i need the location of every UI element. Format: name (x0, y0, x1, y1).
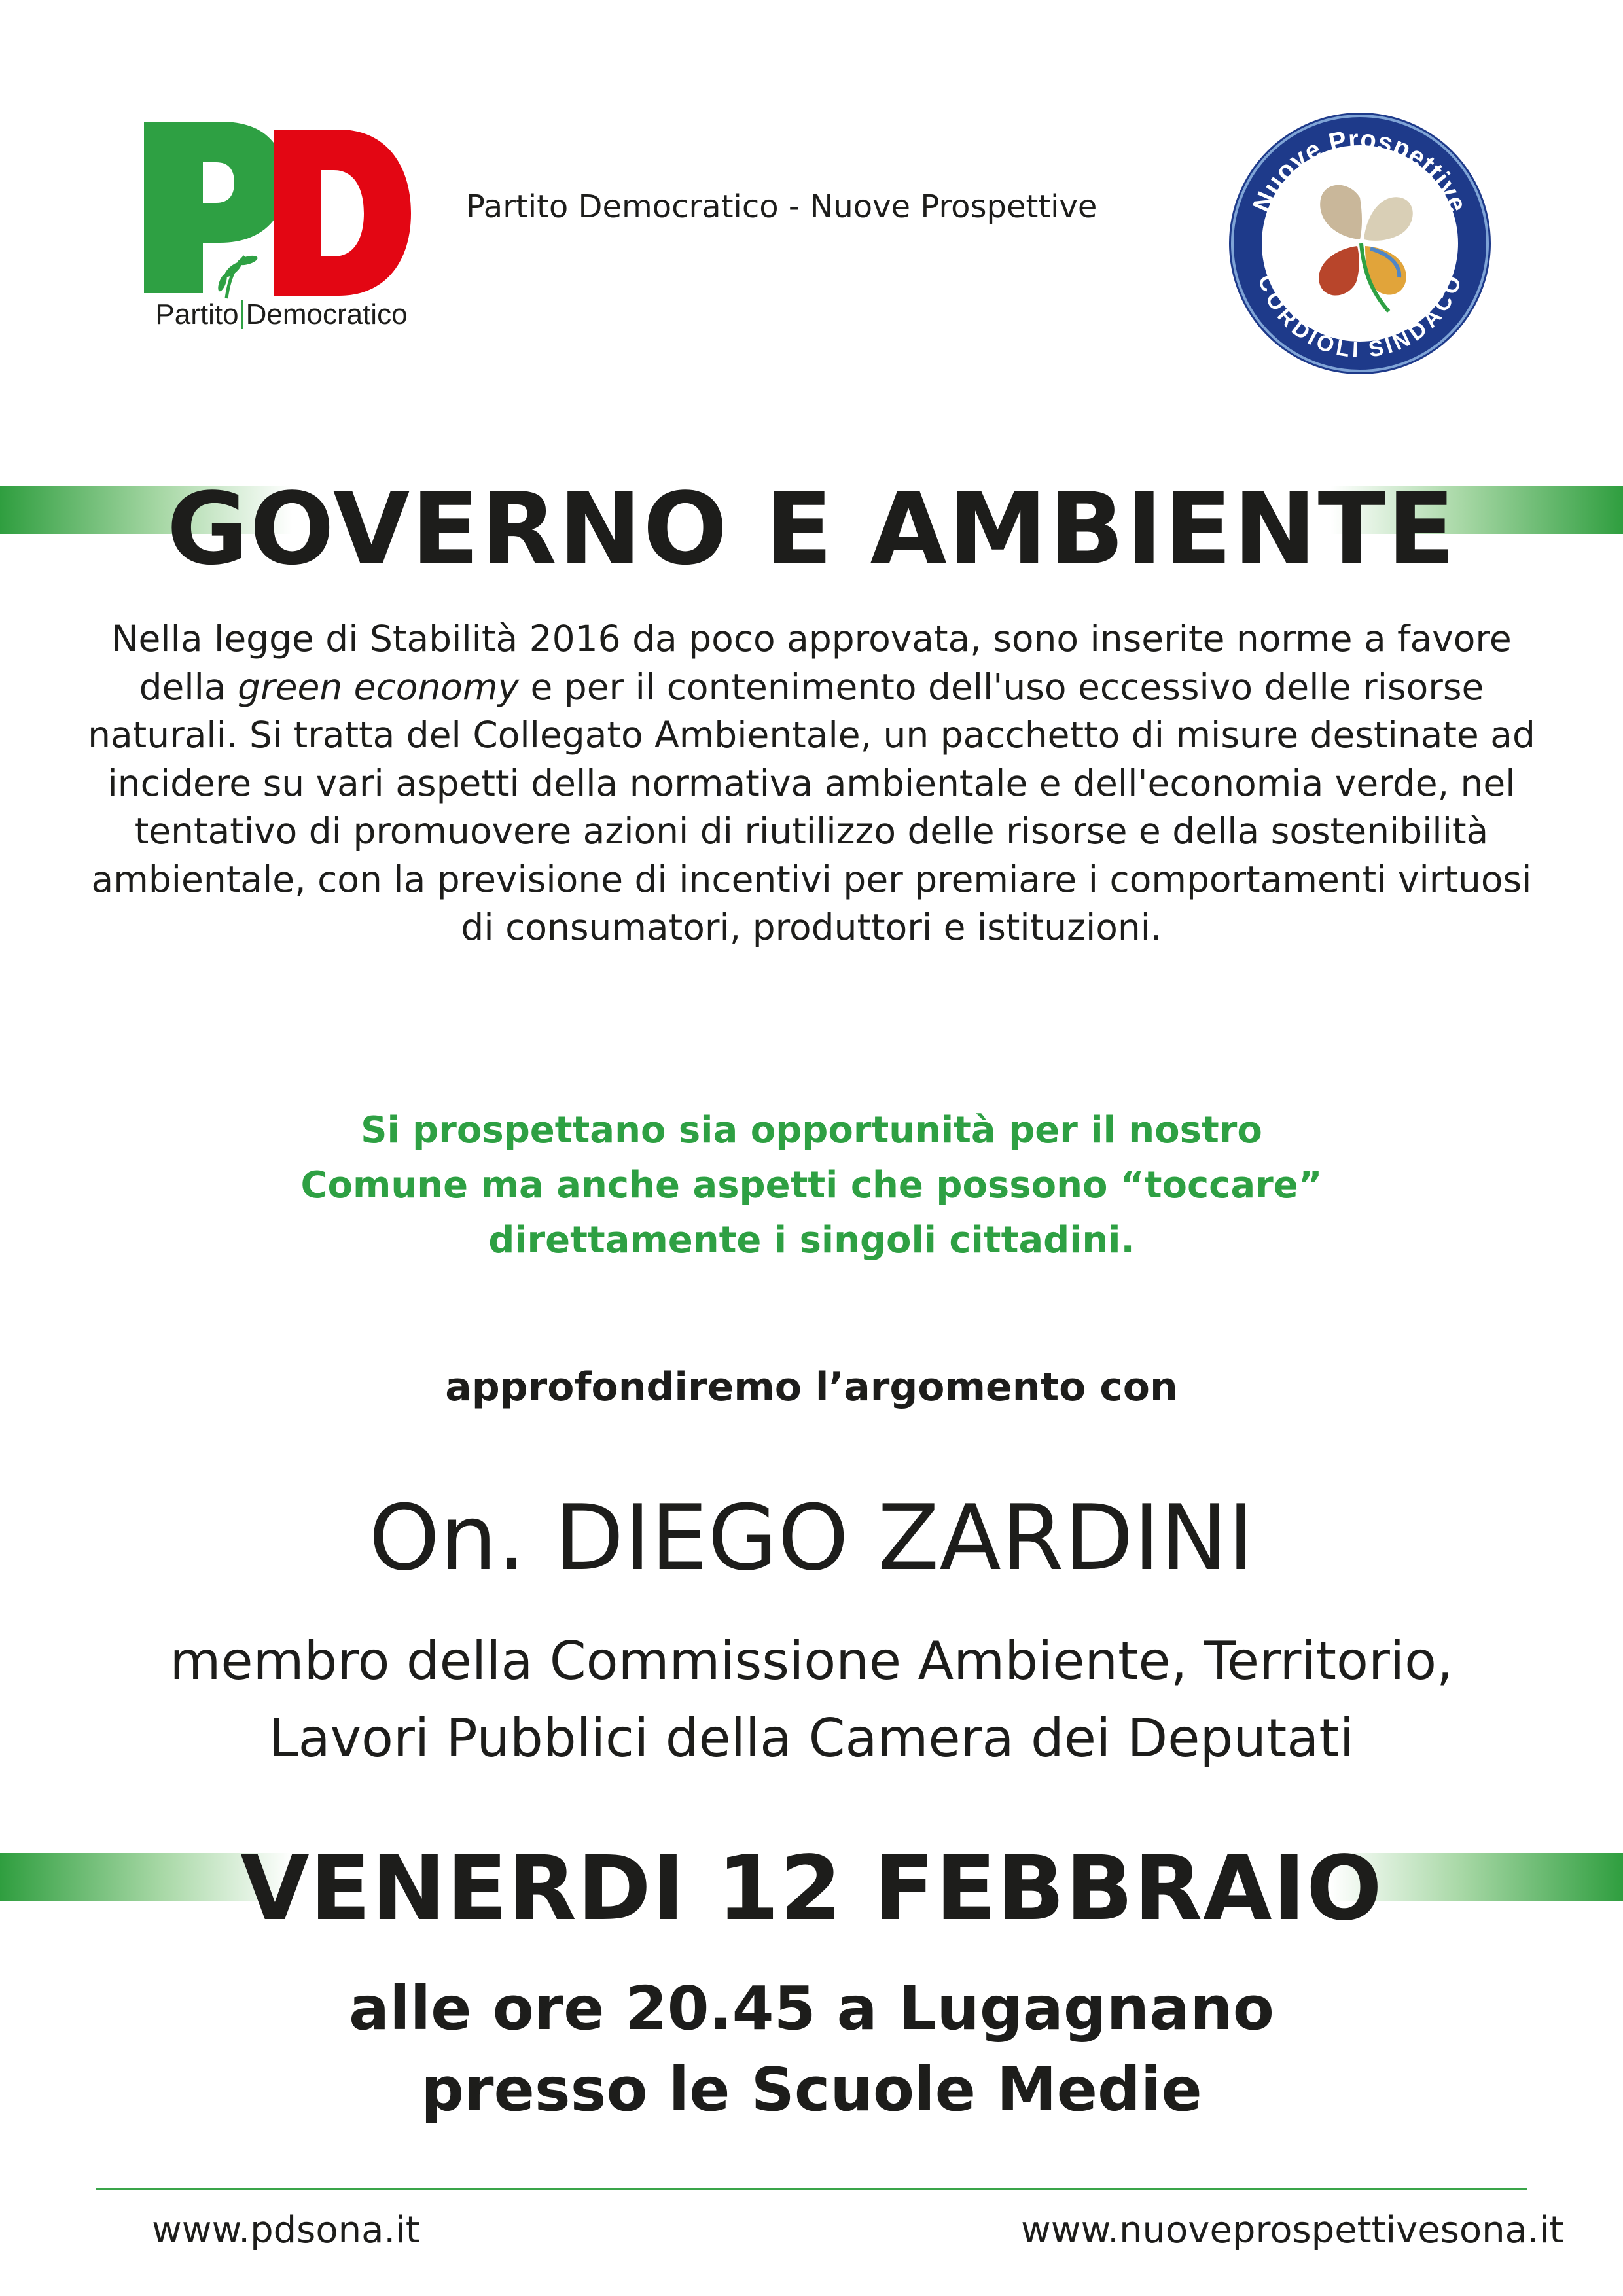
body-paragraph (79, 615, 1544, 952)
footer-link-nuoveprospettive[interactable]: www.nuoveprospettivesona.it (1021, 2209, 1564, 2252)
main-title: GOVERNO E AMBIENTE (166, 471, 1457, 587)
body-text-part2: e per il contenimento dell'uso eccessivo delle risorse naturali. Si tratta del Collegato Ambientale, un pacchetto di misure destinate ad incidere su vari aspetti della normativa ambientale e dell'economia verde, nel tentativo di promuovere azioni di riutilizzo delle risorse e della sostenibilità ambientale, con la previsione di incentivi per premiare i comportamenti virtuosi di consumatori, produttori e istituzioni. (88, 665, 1535, 948)
speaker-role-line-2: Lavori Pubblici della Camera dei Deputati (269, 1708, 1354, 1769)
event-time-place: alle ore 20.45 a Lugagnano (349, 1973, 1274, 2043)
speaker-intro: approfondiremo l’argomento con (445, 1364, 1178, 1410)
highlight-line-3: direttamente i singoli cittadini. (488, 1219, 1135, 1262)
speaker-role (0, 1623, 1623, 1777)
pd-caption-left: Partito (155, 298, 239, 330)
footer-divider (96, 2188, 1527, 2190)
event-details (0, 1968, 1623, 2130)
np-logo-bottom-text: CORDIOLI SINDACO (1253, 272, 1467, 363)
event-venue: presso le Scuole Medie (421, 2055, 1202, 2125)
speaker-name: On. DIEGO ZARDINI (368, 1485, 1255, 1591)
np-logo-top-text: Nuove Prospettive (1247, 124, 1472, 217)
pd-logo-caption (137, 298, 425, 331)
body-text-italic: green economy (238, 665, 519, 708)
pd-caption-right: Democratico (245, 298, 408, 330)
nuove-prospettive-logo (1225, 109, 1495, 378)
body-text-part1: Nella legge di Stabilità 2016 da poco approvata, sono inserite norme a favore della (111, 618, 1512, 708)
speaker-role-line-1: membro della Commissione Ambiente, Territorio, (169, 1631, 1454, 1691)
highlight-line-1: Si prospettano sia opportunità per il nostro (361, 1109, 1262, 1152)
event-date: VENERDI 12 FEBBRAIO (240, 1837, 1383, 1941)
header-title: Partito Democratico - Nuove Prospettive (466, 188, 1097, 225)
highlight-paragraph (157, 1103, 1466, 1268)
highlight-line-2: Comune ma anche aspetti che possono “toccare” (300, 1164, 1323, 1207)
footer-link-pdsona[interactable]: www.pdsona.it (152, 2209, 420, 2252)
